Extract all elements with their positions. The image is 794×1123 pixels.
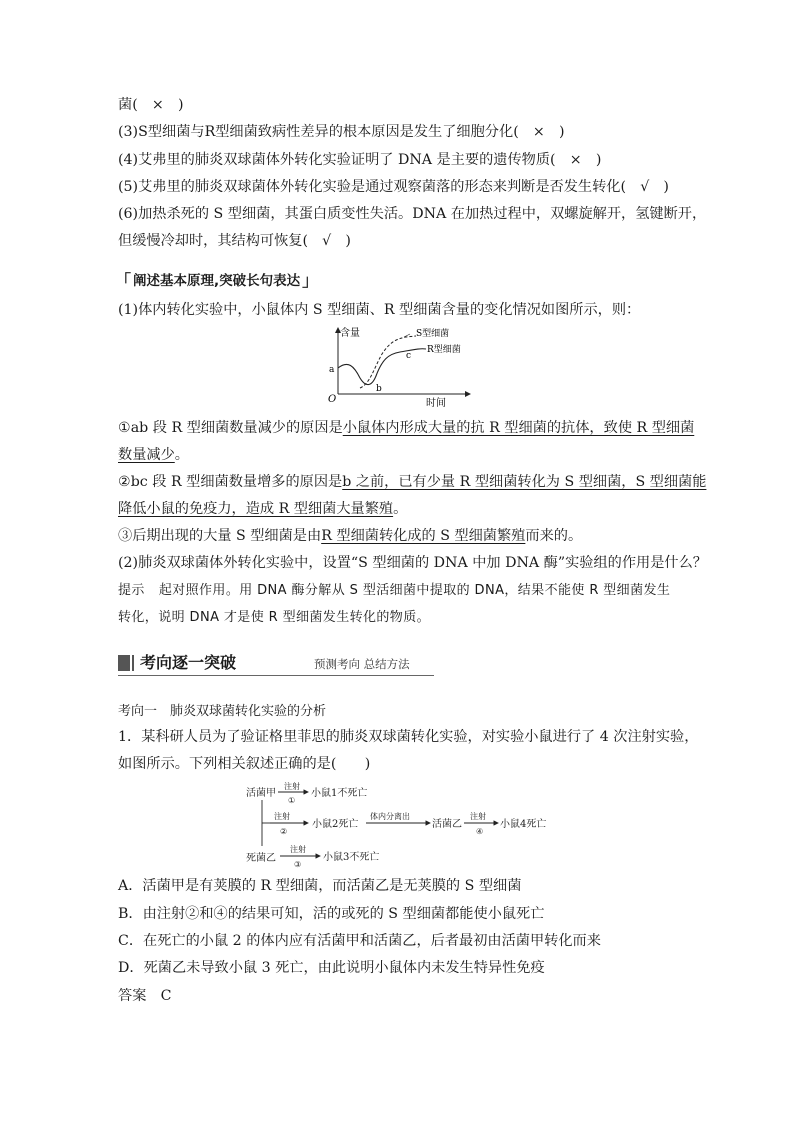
- answer-1-line2: [118, 445, 189, 465]
- section-banner: [118, 652, 434, 676]
- num-3: ③: [294, 860, 302, 868]
- point-c-label: c: [406, 351, 412, 361]
- banner-title: 考向逐一突破: [140, 653, 237, 672]
- r-series-label: R型细菌: [427, 345, 461, 355]
- y-axis-label: 含量: [340, 328, 360, 339]
- inject-label-3: 注射: [290, 845, 306, 854]
- question-stem-line1: 1．某科研人员为了验证格里菲思的肺炎双球菌转化实验，对实验小鼠进行了 4 次注射实验，: [118, 729, 699, 745]
- answer-2-line2: [118, 499, 407, 519]
- bracket-open: 「: [115, 270, 132, 290]
- s-series-label: S型细菌: [416, 329, 450, 339]
- answer-2-prefix: ②bc 段 R 型细菌数量增多的原因是: [118, 474, 343, 490]
- mouse-4-label: 小鼠4死亡: [500, 819, 547, 830]
- question-stem-line2: 如图所示。下列相关叙述正确的是( ): [118, 756, 371, 772]
- statement-4: (4)艾弗里的肺炎双球菌体外转化实验证明了 DNA 是主要的遗传物质( × ): [118, 152, 602, 168]
- s-curve: [360, 336, 416, 388]
- live-b-label: 活菌乙: [432, 819, 462, 830]
- answer-2-underline-2: 降低小鼠的免疫力，造成 R 型细菌大量繁殖: [118, 501, 394, 517]
- statement-5: (5)艾弗里的肺炎双球菌体外转化实验是通过观察菌落的形态来判断是否发生转化( √ ): [118, 179, 669, 195]
- origin-label: O: [328, 394, 337, 405]
- option-c: C．在死亡的小鼠 2 的体内应有活菌甲和活菌乙，后者最初由活菌甲转化而来: [118, 933, 601, 949]
- question-1-intro: (1)体内转化实验中，小鼠体内 S 型细菌、R 型细菌含量的变化情况如图所示，则：: [118, 302, 641, 318]
- banner-rule: [118, 675, 434, 676]
- inject-label-4: 注射: [470, 812, 486, 821]
- inject-label-1: 注射: [284, 782, 300, 791]
- live-a-label: 活菌甲: [246, 788, 276, 799]
- statement-6-line1: (6)加热杀死的 S 型细菌，其蛋白质变性失活。DNA 在加热过程中，双螺旋解开，氢键断开，: [118, 206, 707, 222]
- mouse-1-label: 小鼠1不死亡: [311, 788, 368, 799]
- tip-line2: 转化，说明 DNA 才是使 R 型细菌发生转化的物质。: [118, 610, 430, 625]
- kaoxiang-heading: 考向一 肺炎双球菌转化实验的分析: [118, 704, 327, 719]
- bracket-close: 」: [302, 270, 319, 290]
- option-b: B．由注射②和④的结果可知，活的或死的 S 型细菌都能使小鼠死亡: [118, 906, 545, 922]
- section-heading: [115, 268, 318, 290]
- answer-1-end: 。: [174, 447, 189, 463]
- banner-marker-thin: [132, 655, 134, 671]
- answer-3-prefix: ③后期出现的大量 S 型细菌是由: [118, 528, 322, 544]
- inject-label-2: 注射: [274, 812, 290, 821]
- answer-2-underline-1: b 之前，已有少量 R 型细菌转化为 S 型细菌，S 型细菌能: [342, 474, 707, 490]
- num-2: ②: [280, 827, 288, 836]
- num-4: ④: [476, 827, 484, 836]
- num-1: ①: [288, 796, 296, 805]
- statement-6-line2: 但缓慢冷却时，其结构可恢复( √ ): [118, 233, 351, 249]
- answer-1-underline-1: 小鼠体内形成大量的抗 R 型细菌的抗体，致使 R 型细菌: [342, 420, 695, 436]
- answer-1-line1: [118, 418, 694, 438]
- x-axis-label: 时间: [426, 398, 446, 409]
- answer-3-end: 而来的。: [525, 528, 583, 544]
- dead-b-label: 死菌乙: [246, 853, 276, 864]
- answer-1-underline-2: 数量减少: [118, 447, 175, 463]
- point-b-label: b: [376, 384, 382, 394]
- option-a: A．活菌甲是有荚膜的 R 型细菌，而活菌乙是无荚膜的 S 型细菌: [118, 878, 522, 894]
- bacteria-content-graph: [320, 322, 480, 410]
- answer: 答案 C: [118, 988, 172, 1004]
- answer-3-underline: R 型细菌转化成的 S 型细菌繁殖: [321, 528, 526, 544]
- banner-marker: [118, 655, 130, 671]
- answer-2-end: 。: [393, 501, 408, 517]
- tip-text-1: 起对照作用。用 DNA 酶分解从 S 型活细菌中提取的 DNA，结果不能使 R 型细菌发生: [158, 583, 671, 598]
- answer-1-prefix: ①ab 段 R 型细菌数量减少的原因是: [118, 420, 343, 436]
- separate-label: 体内分离出: [370, 812, 410, 821]
- mouse-3-label: 小鼠3不死亡: [323, 852, 380, 863]
- section-title: 阐述基本原理,突破长句表达: [133, 273, 301, 289]
- injection-flow-diagram: [244, 778, 554, 868]
- answer-2-line1: [118, 472, 706, 492]
- question-2: (2)肺炎双球菌体外转化实验中，设置“S 型细菌的 DNA 中加 DNA 酶”实验组的作用是什么？: [118, 555, 707, 571]
- point-a-label: a: [329, 365, 335, 375]
- tip-line1: [118, 581, 670, 601]
- answer-3-line: [118, 526, 582, 546]
- option-d: D．死菌乙未导致小鼠 3 死亡，由此说明小鼠体内未发生特异性免疫: [118, 960, 545, 976]
- mouse-2-label: 小鼠2死亡: [312, 819, 359, 830]
- tip-label: 提示: [118, 583, 145, 598]
- statement-3: (3)S型细菌与R型细菌致病性差异的根本原因是发生了细胞分化( × ): [118, 124, 565, 140]
- statement-2-end: 菌( × ): [118, 97, 184, 113]
- banner-subtitle: 预测考向 总结方法: [314, 657, 410, 671]
